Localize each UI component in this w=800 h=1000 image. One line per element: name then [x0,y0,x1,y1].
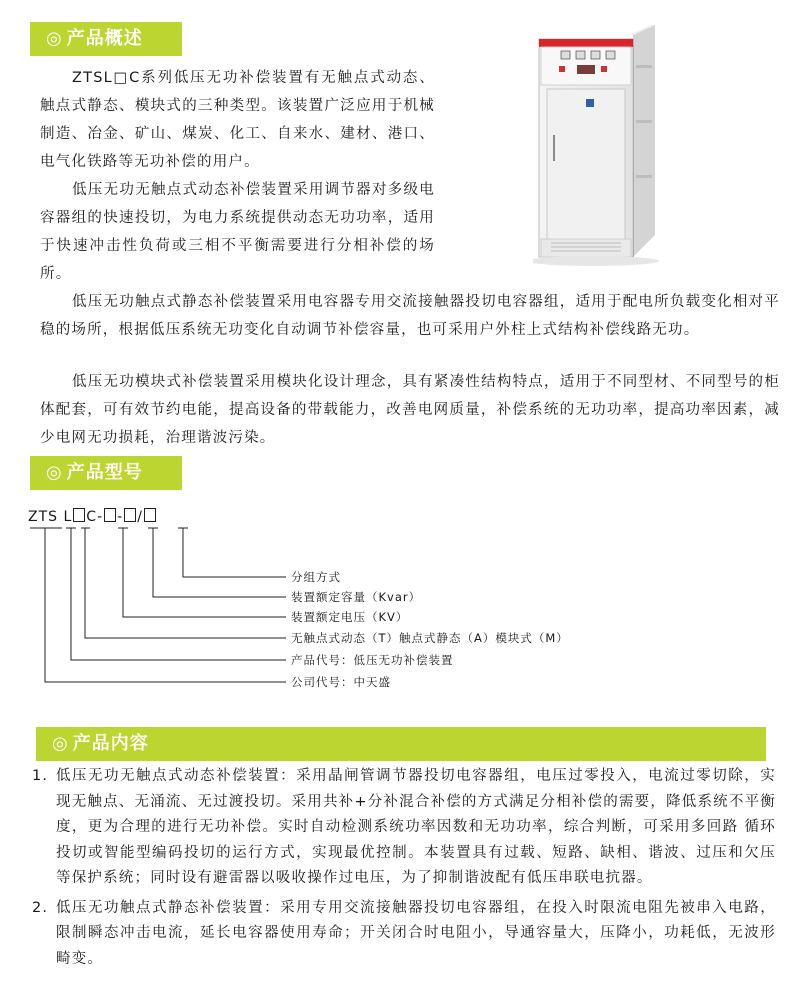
section-header-content [36,727,766,761]
model-code: ZTS L C- - / [28,508,157,525]
section-title: 产品概述 [66,28,143,49]
model-label-voltage: 装置额定电压（KV） [291,610,409,624]
model-label-type: 无触点式动态（T）触点式静态（A）模块式（M） [291,631,569,645]
model-label-grouping: 分组方式 [291,570,341,584]
list-item: 2. 低压无功触点式静态补偿装置：采用专用交流接触器投切电容器组，在投入时限流电阻先被串入电路，限制瞬态冲击电流，延长电容器使用寿命；开关闭合时电阻小，导通容量大，压降小，功耗低，无波形畸变。 [32,899,776,967]
circle-mark-icon: ◎ [52,733,69,754]
section-title: 产品型号 [66,462,143,483]
section-header-overview [30,22,182,56]
overview-paragraph-2: 低压无功无触点式动态补偿装置采用调节器对多级电容器组的快速投切，为电力系统提供动态无功功率，适用于快速冲击性负荷或三相不平衡需要进行分相补偿的场所。 [40,182,435,282]
overview-paragraph-1: ZTSL□C系列低压无功补偿装置有无触点式动态、触点式静态、模块式的三种类型。该装置广泛应用于机械制造、冶金、矿山、煤炭、化工、自来水、建材、港口、电气化铁路等无功补偿的用户。 [40,70,435,170]
model-label-product-code: 产品代号：低压无功补偿装置 [291,653,454,667]
content-list [30,764,776,972]
overview-paragraph-3: 低压无功触点式静态补偿装置采用电容器专用交流接触器投切电容器组，适用于配电所负载变化相对平稳的场所，根据低压系统无功变化自动调节补偿容量，也可采用户外柱上式结构补偿线路无功。 [40,294,780,338]
code-box [124,508,136,522]
cabinet-product-image [533,25,781,277]
model-label-capacity: 装置额定容量（Kvar） [291,590,422,604]
circle-mark-icon: ◎ [46,28,63,49]
code-box [144,508,156,522]
overview-paragraph-4: 低压无功模块式补偿装置采用模块化设计理念，具有紧凑性结构特点，适用于不同型材、不同型号的柜体配套，可有效节约电能，提高设备的带载能力，改善电网质量，补偿系统的无功功率，提高功率因素，减少电网无功损耗，治理谐波污染。 [40,374,780,446]
code-box [104,508,116,522]
section-title: 产品内容 [72,733,149,754]
section-header-model [30,456,182,490]
model-label-company-code: 公司代号：中天盛 [291,675,391,689]
list-item: 1. 低压无功无触点式动态补偿装置：采用晶闸管调节器投切电容器组，电压过零投入，电流过零切除，实现无触点、无涌流、无过渡投切。采用共补+分补混合补偿的方式满足分相补偿的需要，降低系统不平衡度，更为合理的进行无功补偿。实时自动检测系统功率因数和无功功率，综合判断，可采用多回路 循环投切或智能型编码投切的运行方式，实现最优控制。本装置具有过载、短路、缺相、谐波、过压和欠压等保护系统；同时设有避雷器以吸收操作过电压，为了抑制谐波配有低压串联电抗器。 [32,768,776,886]
code-box [73,508,85,522]
circle-mark-icon: ◎ [46,462,63,483]
